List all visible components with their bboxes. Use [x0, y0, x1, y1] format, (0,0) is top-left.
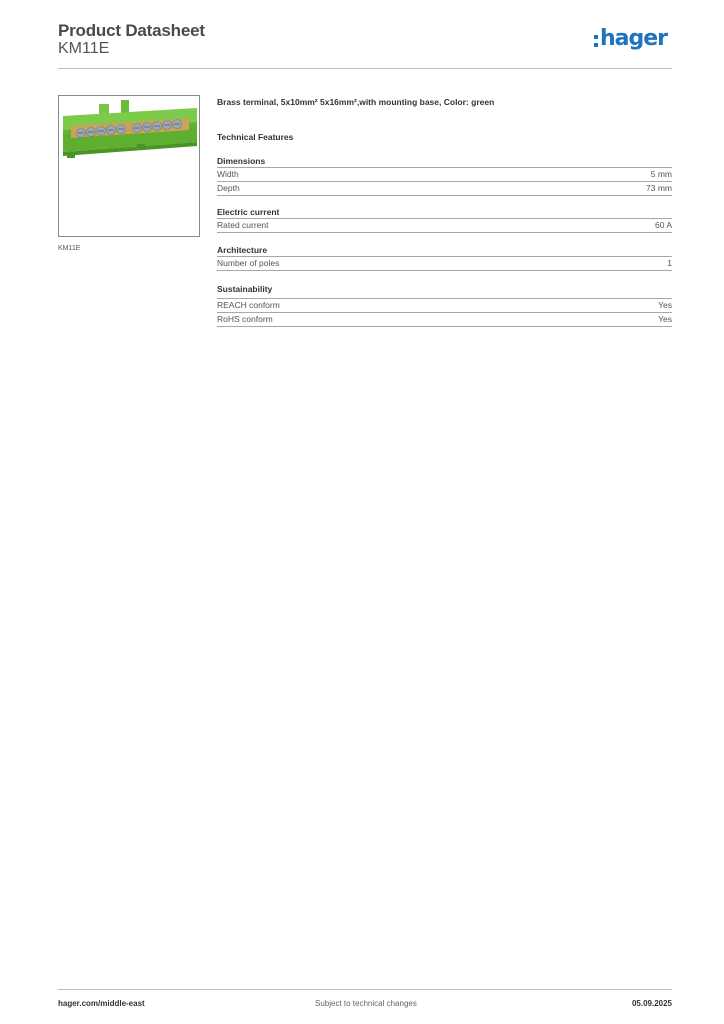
dimensions-group — [217, 155, 672, 196]
spec-value: Yes — [658, 300, 672, 310]
spec-row — [217, 219, 672, 233]
spec-label: Depth — [217, 183, 240, 193]
spec-value: Yes — [658, 314, 672, 324]
product-code: KM11E — [58, 40, 110, 57]
spec-label: RoHS conform — [217, 314, 273, 324]
technical-features-heading: Technical Features — [217, 132, 294, 142]
spec-label: Rated current — [217, 220, 269, 230]
terminal-block-illustration — [59, 96, 199, 236]
spec-row — [217, 168, 672, 182]
logo-colon-icon — [594, 35, 598, 47]
group-heading: Architecture — [217, 244, 672, 257]
product-description: Brass terminal, 5x10mm² 5x16mm²,with mounting base, Color: green — [217, 97, 495, 107]
image-caption: KM11E — [58, 245, 81, 252]
hager-logo[interactable] — [594, 28, 667, 50]
product-image — [58, 95, 200, 237]
header-divider — [58, 68, 672, 69]
electric-current-group — [217, 206, 672, 233]
footer-website-link[interactable]: hager.com/middle-east — [58, 999, 145, 1008]
group-heading: Electric current — [217, 206, 672, 219]
page-title: Product Datasheet — [58, 21, 205, 40]
spec-value: 5 mm — [650, 169, 672, 179]
spec-section — [217, 95, 672, 327]
logo-text: hager — [600, 26, 668, 51]
spec-row — [217, 299, 672, 313]
spec-label: Width — [217, 169, 239, 179]
spec-value: 60 A — [654, 220, 672, 230]
group-heading: Dimensions — [217, 155, 672, 168]
architecture-group — [217, 244, 672, 271]
spec-label: REACH conform — [217, 300, 280, 310]
spec-row — [217, 182, 672, 196]
spec-label: Number of poles — [217, 258, 280, 268]
spec-row — [217, 313, 672, 327]
footer-notice: Subject to technical changes — [315, 999, 417, 1008]
spec-row — [217, 257, 672, 271]
spec-value: 1 — [667, 258, 672, 268]
spec-value: 73 mm — [646, 183, 672, 193]
footer-divider — [58, 989, 672, 990]
footer-date: 05.09.2025 — [631, 999, 672, 1008]
group-heading: Sustainability — [217, 283, 672, 299]
sustainability-group — [217, 283, 672, 327]
